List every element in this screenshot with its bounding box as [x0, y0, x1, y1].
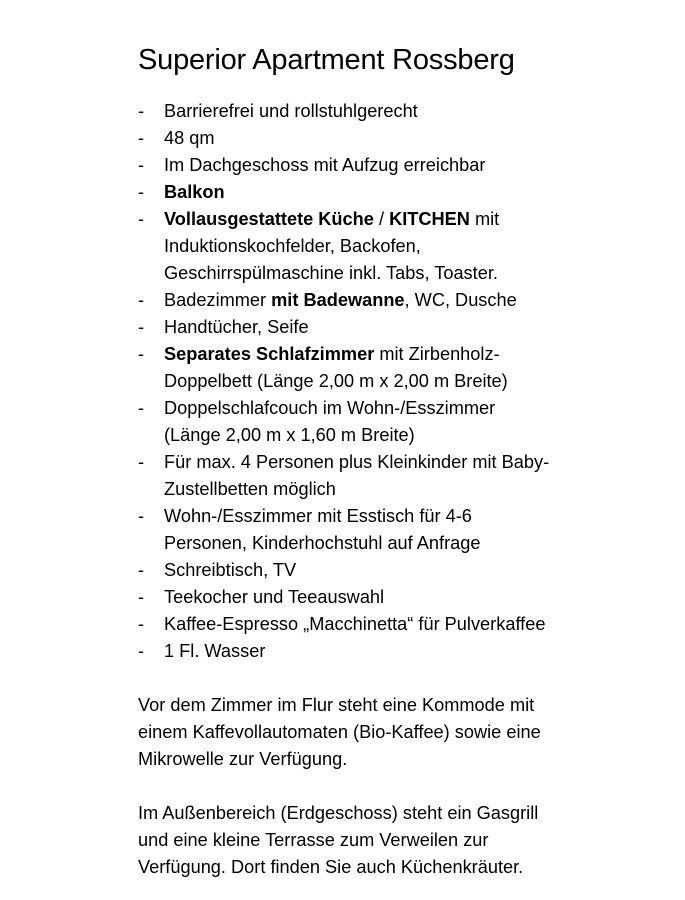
amenity-text: Handtücher, Seife: [164, 317, 309, 337]
amenity-text: Doppelschlafcouch im Wohn-/Esszimmer: [164, 398, 496, 418]
amenity-line: [164, 557, 678, 584]
amenity-list-item: [138, 125, 678, 152]
paragraph-line: Mikrowelle zur Verfügung.: [138, 749, 348, 769]
paragraph-line: Im Außenbereich (Erdgeschoss) steht ein Gasgrill: [138, 803, 539, 823]
amenity-list-item: [138, 503, 678, 557]
amenity-line: [164, 341, 678, 368]
amenity-text: mit Zirbenholz-: [374, 344, 500, 364]
amenity-list-item: [138, 98, 678, 125]
spacer: [138, 773, 678, 800]
list-dash: -: [138, 317, 145, 337]
list-dash: -: [138, 290, 145, 310]
list-dash: -: [138, 614, 145, 634]
amenity-line: [164, 260, 678, 287]
paragraph-line: einem Kaffevollautomaten (Bio-Kaffee) sowie eine: [138, 722, 541, 742]
amenity-text: , WC, Dusche: [404, 290, 517, 310]
spacer: [138, 665, 678, 692]
amenity-list-item: [138, 152, 678, 179]
amenity-text-bold: Vollausgestattete Küche: [164, 209, 374, 229]
document-title: Superior Apartment Rossberg: [138, 44, 515, 76]
amenity-list-item: [138, 611, 678, 638]
amenity-text: mit: [469, 209, 500, 229]
amenity-list-item: [138, 287, 678, 314]
list-dash: -: [138, 182, 145, 202]
amenity-text: Schreibtisch, TV: [164, 560, 297, 580]
list-dash: -: [138, 587, 145, 607]
list-dash: -: [138, 641, 145, 661]
amenity-list-item: [138, 341, 678, 395]
amenity-line: [164, 638, 678, 665]
amenity-text: (Länge 2,00 m x 1,60 m Breite): [164, 425, 415, 445]
amenity-text: Barrierefrei und rollstuhlgerecht: [164, 101, 418, 121]
document-page: [138, 40, 678, 881]
amenity-text: Induktionskochfelder, Backofen,: [164, 236, 421, 256]
amenity-line: [164, 530, 678, 557]
amenity-list-item: [138, 206, 678, 287]
amenity-line: [164, 206, 678, 233]
amenity-text: Personen, Kinderhochstuhl auf Anfrage: [164, 533, 481, 553]
amenity-text: Kaffee-Espresso „Macchinetta“ für Pulverkaffee: [164, 614, 546, 634]
amenity-text-bold: Balkon: [164, 182, 225, 202]
amenity-text-bold: KITCHEN: [389, 209, 470, 229]
amenity-list-item: [138, 638, 678, 665]
amenity-line: [164, 584, 678, 611]
list-dash: -: [138, 506, 145, 526]
description-paragraph: [138, 692, 678, 773]
amenity-text: /: [373, 209, 390, 229]
paragraph-line: und eine kleine Terrasse zum Verweilen zur: [138, 830, 489, 850]
amenity-list-item: [138, 449, 678, 503]
amenity-text: Im Dachgeschoss mit Aufzug erreichbar: [164, 155, 486, 175]
amenity-text: Geschirrspülmaschine inkl. Tabs, Toaster.: [164, 263, 498, 283]
amenity-text: Teekocher und Teeauswahl: [164, 587, 385, 607]
amenity-line: [164, 476, 678, 503]
description-section: [138, 692, 678, 881]
amenity-line: [164, 368, 678, 395]
amenity-line: [164, 314, 678, 341]
amenity-list-item: [138, 557, 678, 584]
amenity-line: [164, 503, 678, 530]
amenity-text-bold: mit Badewanne: [271, 290, 405, 310]
amenity-list-item: [138, 584, 678, 611]
amenity-line: [164, 179, 678, 206]
amenity-line: [164, 152, 678, 179]
list-dash: -: [138, 560, 145, 580]
paragraph-line: Vor dem Zimmer im Flur steht eine Kommode mit: [138, 695, 535, 715]
amenity-line: [164, 98, 678, 125]
amenity-line: [164, 422, 678, 449]
list-dash: -: [138, 344, 145, 364]
amenity-line: [164, 287, 678, 314]
amenity-line: [164, 611, 678, 638]
amenity-line: [164, 449, 678, 476]
amenity-list-item: [138, 395, 678, 449]
amenity-text-bold: Separates Schlafzimmer: [164, 344, 375, 364]
amenity-text: Wohn-/Esszimmer mit Esstisch für 4-6: [164, 506, 472, 526]
amenity-text: Für max. 4 Personen plus Kleinkinder mit Baby-: [164, 452, 550, 472]
amenity-text: Doppelbett (Länge 2,00 m x 2,00 m Breite): [164, 371, 508, 391]
list-dash: -: [138, 398, 145, 418]
paragraph-line: Verfügung. Dort finden Sie auch Küchenkräuter.: [138, 857, 524, 877]
amenity-line: [164, 395, 678, 422]
list-dash: -: [138, 452, 145, 472]
amenity-line: [164, 233, 678, 260]
description-paragraph: [138, 800, 678, 881]
amenity-line: [164, 125, 678, 152]
amenity-text: Zustellbetten möglich: [164, 479, 336, 499]
amenity-list: [138, 98, 678, 665]
amenity-list-item: [138, 179, 678, 206]
amenity-text: 1 Fl. Wasser: [164, 641, 266, 661]
amenity-list-item: [138, 314, 678, 341]
list-dash: -: [138, 155, 145, 175]
list-dash: -: [138, 209, 145, 229]
amenity-text: 48 qm: [164, 128, 215, 148]
list-dash: -: [138, 101, 145, 121]
amenity-text: Badezimmer: [164, 290, 272, 310]
list-dash: -: [138, 128, 145, 148]
